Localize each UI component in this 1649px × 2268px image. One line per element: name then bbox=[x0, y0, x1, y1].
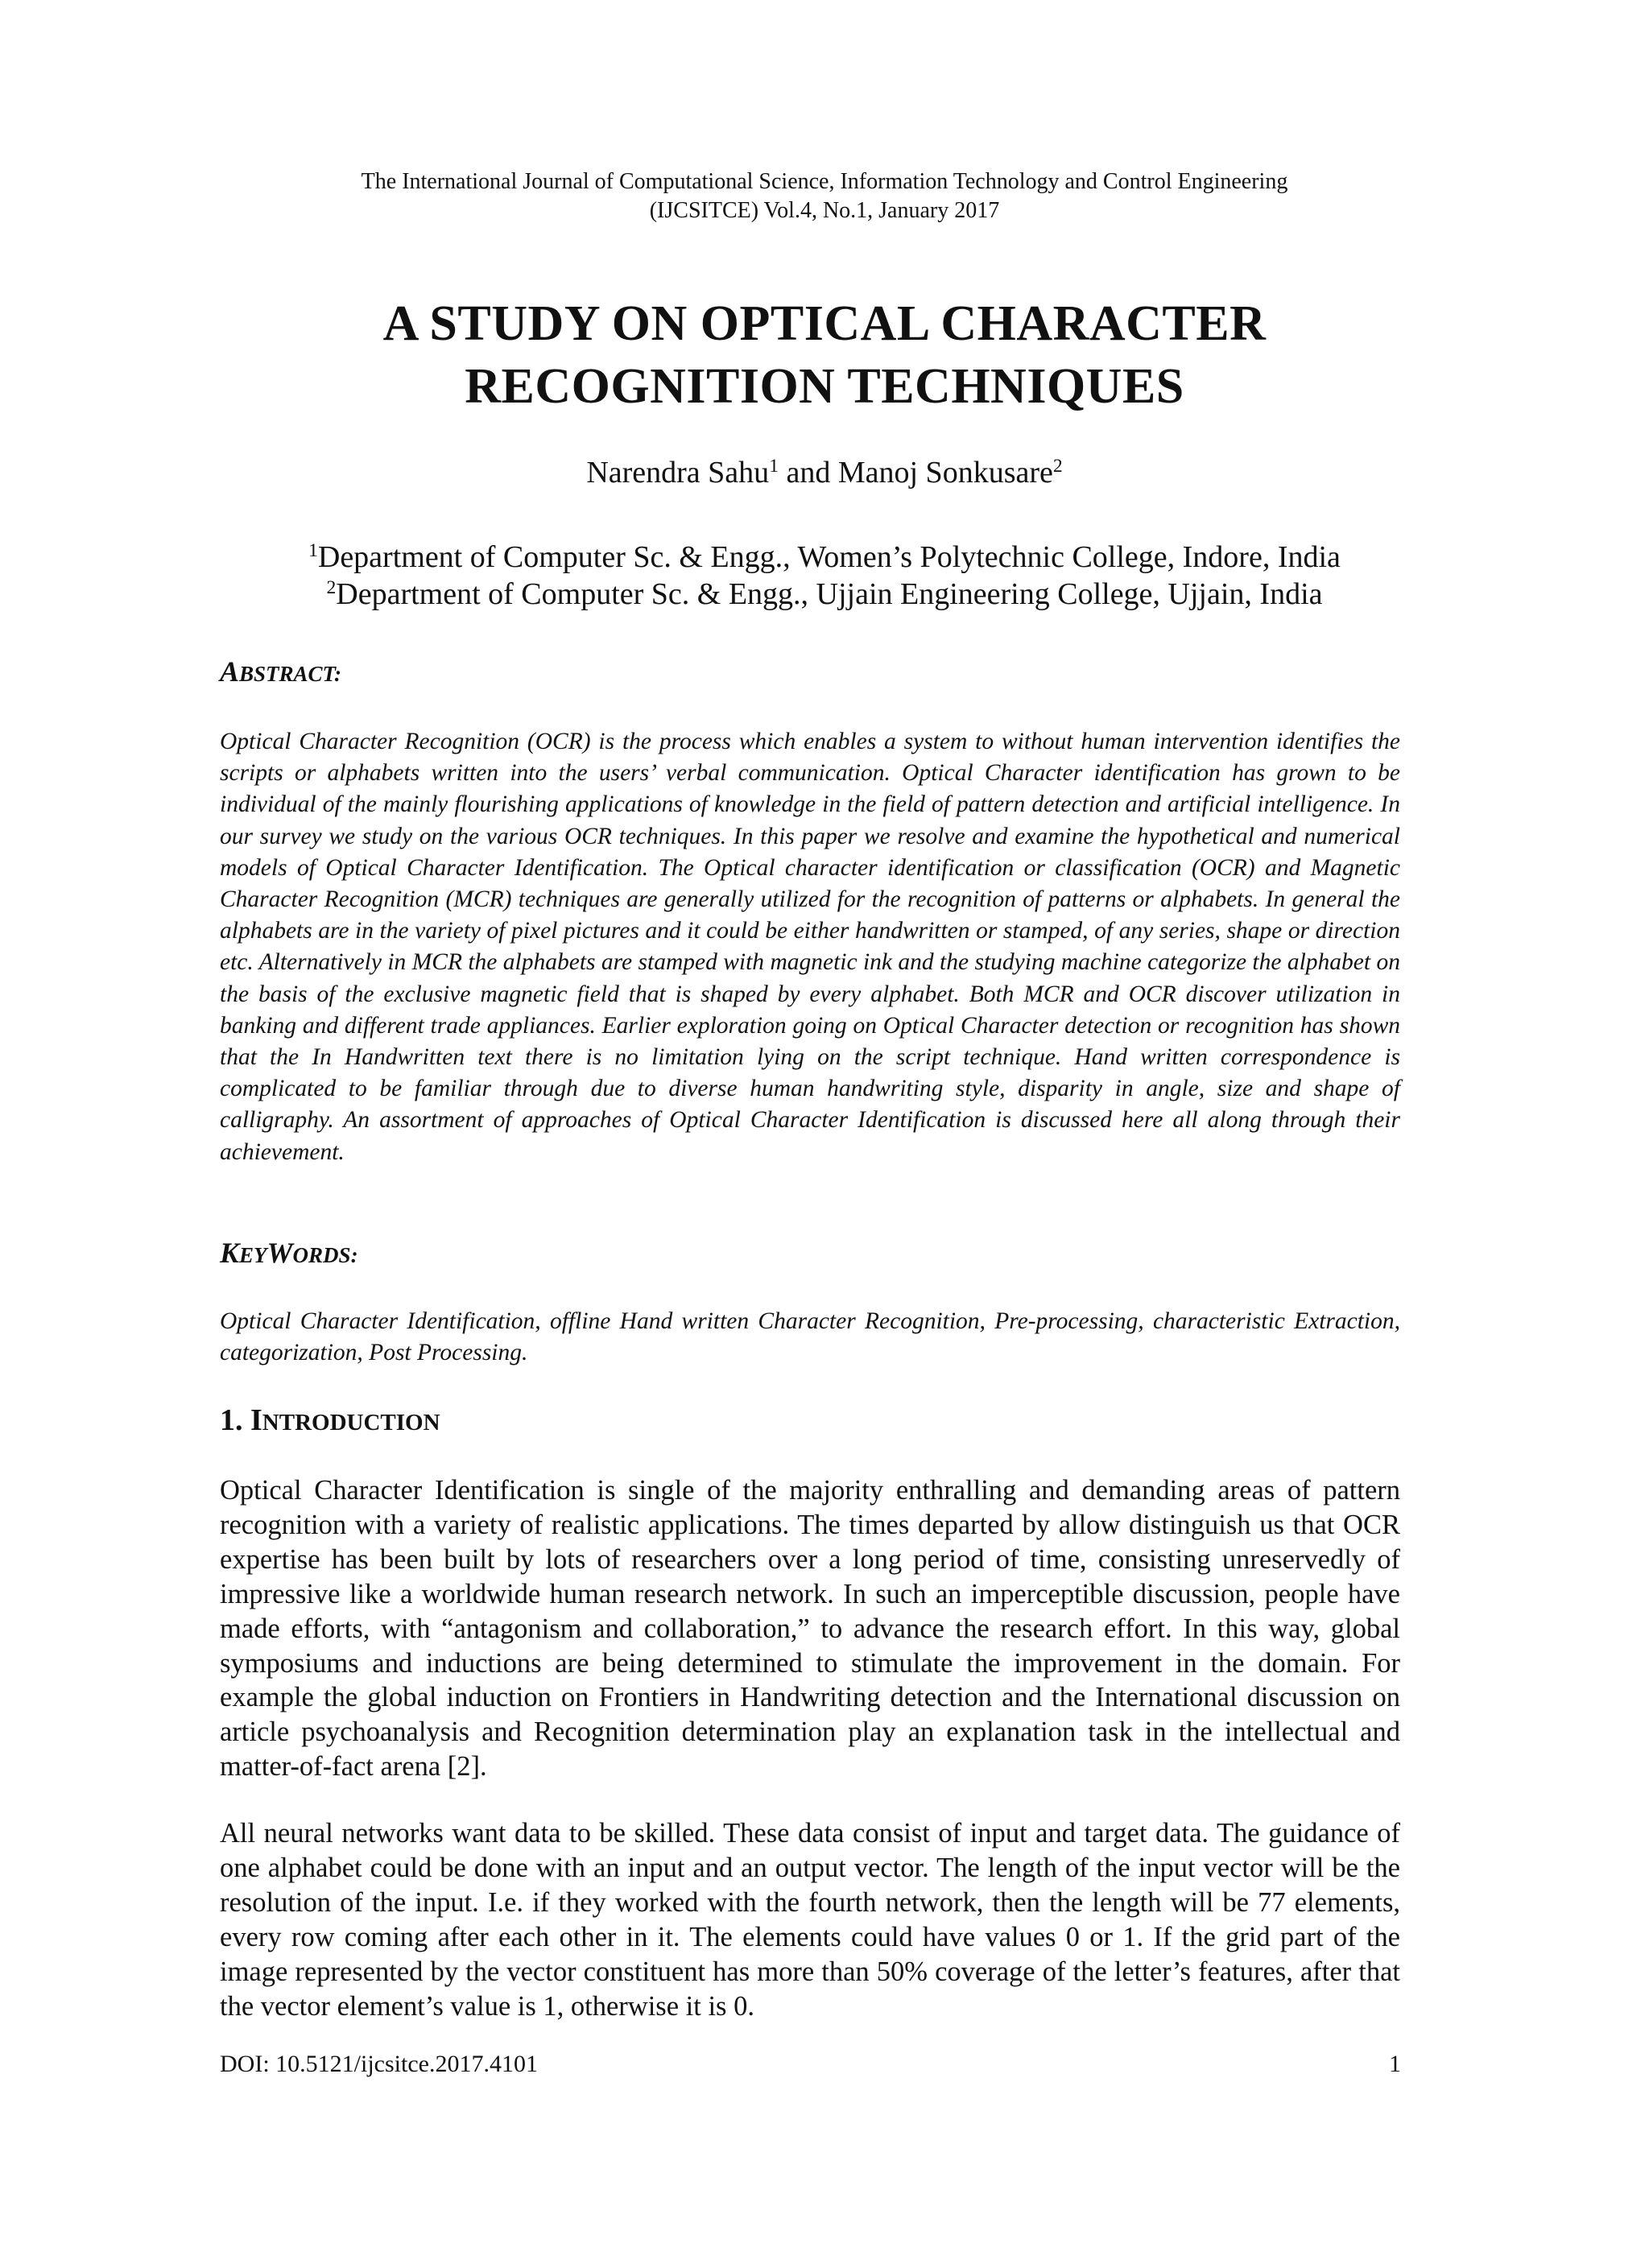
keywords-heading: KEYWORDS: bbox=[220, 1237, 358, 1269]
author-affiliation-mark: 1 bbox=[769, 456, 779, 477]
author-joiner: and bbox=[778, 456, 838, 490]
paper-title-line-1: A STUDY ON OPTICAL CHARACTER bbox=[382, 296, 1267, 351]
author-affiliation-mark: 2 bbox=[1052, 456, 1063, 477]
abstract-heading: ABSTRACT: bbox=[220, 655, 342, 688]
keywords-body bbox=[220, 1306, 1400, 1369]
abstract-paragraph: Optical Character Recognition (OCR) is the process which enables a system to without human intervention identifies the scripts or alphabets written into the users’ verbal communication. Optical Character identification has grown to be individual of the mainly flourishing applications of knowledge in the field of pattern detection and artificial intelligence. In our survey we study on the various OCR techniques. In this paper we resolve and examine the hypothetical and numerical models of Optical Character Identification. The Optical character identification or classification (OCR) and Magnetic Character Recognition (MCR) techniques are generally utilized for the recognition of patterns or alphabets. In general the alphabets are in the variety of pixel pictures and it could be either handwritten or stamped, of any series, shape or direction etc. Alternatively in MCR the alphabets are stamped with magnetic ink and the studying machine categorize the alphabet on the basis of the exclusive magnetic field that is shaped by every alphabet. Both MCR and OCR discover utilization in banking and different trade appliances. Earlier exploration going on Optical Character detection or recognition has shown that the In Handwritten text there is no limitation lying on the script technique. Hand written correspondence is complicated to be familiar through due to diverse human handwriting style, disparity in angle, size and shape of calligraphy. An assortment of approaches of Optical Character Identification is discussed here all along through their achievement. bbox=[220, 729, 1400, 1165]
body-paragraph: Optical Character Identification is single of the majority enthralling and demanding areas of pattern recognition with a variety of realistic applications. The times departed by allow distinguish us that OCR expertise has been built by lots of researchers over a long period of time, consisting unreservedly of impressive like a worldwide human research network. In such an imperceptible discussion, people have made efforts, with “antagonism and collaboration,” to advance the research effort. In this way, global symposiums and inductions are being determined to stimulate the improvement in the domain. For example the global induction on Frontiers in Handwriting detection and the International discussion on article psychoanalysis and Recognition determination play an explanation task in the intellectual and matter-of-fact arena [2]. bbox=[220, 1475, 1400, 1783]
affiliation-text: Department of Computer Sc. & Engg., Ujjain Engineering College, Ujjain, India bbox=[336, 577, 1323, 611]
affiliation-mark: 1 bbox=[308, 540, 318, 562]
footer-doi: DOI: 10.5121/ijcsitce.2017.4101 bbox=[220, 2051, 538, 2077]
journal-header-line-2: (IJCSITCE) Vol.4, No.1, January 2017 bbox=[649, 198, 1000, 223]
affiliation-mark: 2 bbox=[326, 577, 337, 599]
author-name: Narendra Sahu bbox=[586, 456, 770, 490]
abstract-body bbox=[220, 726, 1400, 1168]
journal-header-line-1: The International Journal of Computational Science, Information Technology and Control Engineering bbox=[361, 169, 1288, 194]
introduction-heading: 1. INTRODUCTION bbox=[220, 1403, 440, 1437]
page-number: 1 bbox=[1389, 2051, 1401, 2077]
affiliation-1 bbox=[0, 538, 1649, 576]
introduction-paragraph-2 bbox=[220, 1816, 1400, 2023]
introduction-paragraph-1 bbox=[220, 1473, 1400, 1784]
author-list bbox=[0, 452, 1649, 493]
author-name: Manoj Sonkusare bbox=[837, 456, 1053, 490]
affiliation-2 bbox=[0, 575, 1649, 613]
paper-title-line-2: RECOGNITION TECHNIQUES bbox=[465, 359, 1184, 414]
keywords-list: Optical Character Identification, offline Hand written Character Recognition, Pre-processing, characteristic Extraction, categorization, Post Processing. bbox=[220, 1308, 1400, 1365]
affiliation-text: Department of Computer Sc. & Engg., Women’s Polytechnic College, Indore, India bbox=[317, 540, 1341, 574]
body-paragraph: All neural networks want data to be skilled. These data consist of input and target data. The guidance of one alphabet could be done with an input and an output vector. The length of the input vector will be the resolution of the input. I.e. if they worked with the fourth network, then the length will be 77 elements, every row coming after each other in it. The elements could have values 0 or 1. If the grid part of the image represented by the vector constituent has more than 50% coverage of the letter’s features, after that the vector element’s value is 1, otherwise it is 0. bbox=[220, 1818, 1400, 2022]
